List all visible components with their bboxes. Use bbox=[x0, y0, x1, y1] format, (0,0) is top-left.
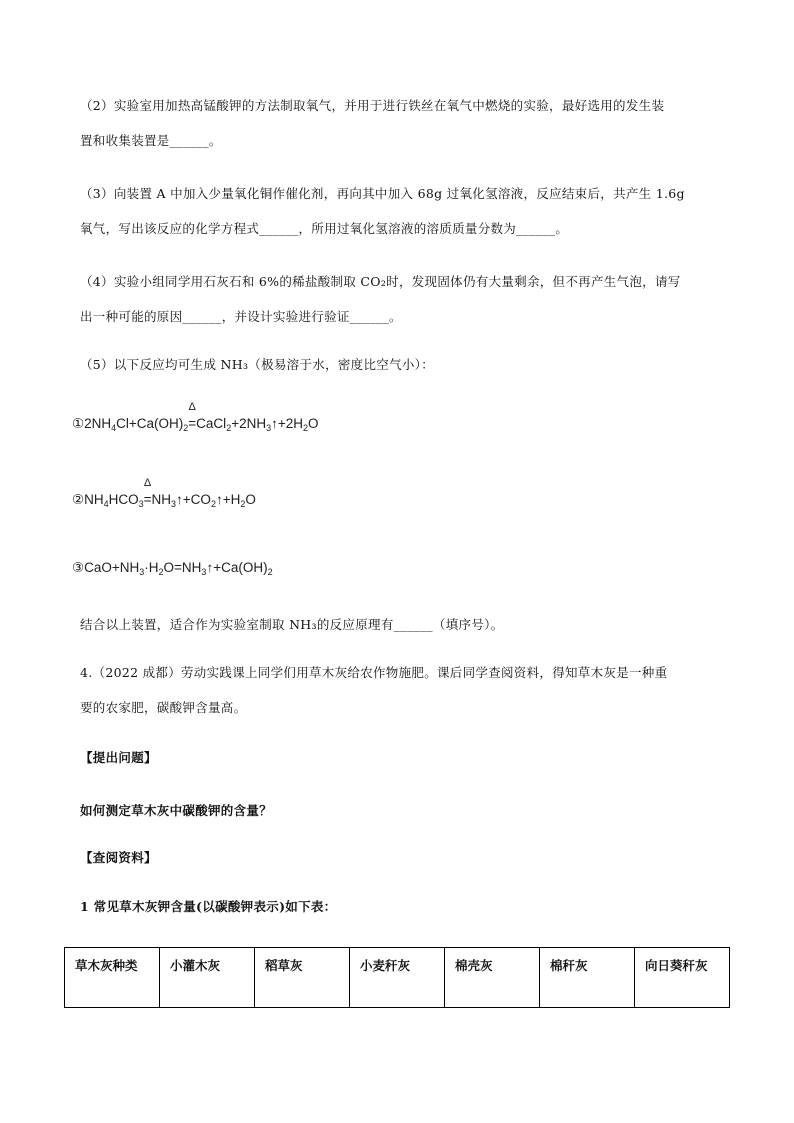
section-heading-question: 【提出问题】 bbox=[80, 750, 157, 765]
table-header-cell: 稻草灰 bbox=[255, 948, 350, 1008]
question-2-line-2: 置和收集装置是______。 bbox=[80, 133, 222, 148]
table-header-cell: 向日葵秆灰 bbox=[635, 948, 730, 1008]
question-2 bbox=[80, 94, 720, 153]
equation-3: $③CaO+NH_3\cdot H_2O=NH_3↑+Ca(OH)_2$ bbox=[72, 560, 273, 577]
question-4-line-1: （4）实验小组同学用石灰石和 6%的稀盐酸制取 CO₂时，发现固体仍有大量剩余，但不再产生气泡，请写 bbox=[80, 274, 681, 289]
equation-1: $①2NH_4Cl+Ca(OH)_2$ Δ $=CaCl_2+2NH_3↑+2H_2O$ bbox=[72, 401, 319, 433]
table-header-cell: 草木灰种类 bbox=[65, 948, 160, 1008]
question-4-line-2: 出一种可能的原因______，并设计实验进行验证______。 bbox=[80, 309, 402, 324]
question-3-line-2: 氧气，写出该反应的化学方程式______，所用过氧化氢溶液的溶质质量分数为______。 bbox=[80, 221, 569, 236]
delta-symbol: Δ bbox=[188, 401, 196, 413]
heating-condition: Δ = bbox=[143, 477, 152, 507]
question-5-conclusion: 结合以上装置，适合作为实验室制取 NH₃的反应原理有______（填序号）。 bbox=[80, 617, 504, 632]
table-header-row bbox=[65, 948, 730, 1008]
data-item-1: 1 常见草木灰钾含量(以碳酸钾表示)如下表： bbox=[80, 899, 337, 914]
question-4-main-line-1: 4.（2022 成都）劳动实践课上同学们用草木灰给农作物施肥。课后同学查阅资料，得知草木灰是一种重 bbox=[80, 665, 668, 680]
table-header-cell: 棉秆灰 bbox=[540, 948, 635, 1008]
table-header-cell: 小灌木灰 bbox=[160, 948, 255, 1008]
table-header-cell: 棉壳灰 bbox=[445, 948, 540, 1008]
heating-condition: Δ = bbox=[188, 401, 197, 431]
question-5-intro: （5）以下反应均可生成 NH₃（极易溶于水，密度比空气小）： bbox=[80, 357, 435, 372]
ash-potassium-table bbox=[64, 947, 730, 1008]
question-3 bbox=[80, 182, 720, 241]
equation-2: $②NH_4HCO_3$ Δ $=NH_3↑+CO_2↑+H_2O$ bbox=[72, 477, 256, 509]
question-4 bbox=[80, 270, 720, 329]
delta-symbol: Δ bbox=[143, 477, 152, 489]
question-3-line-1: （3）向装置 A 中加入少量氧化铜作催化剂，再向其中加入 68g 过氧化氢溶液，反应结束后，共产生 1.6g bbox=[80, 186, 685, 201]
question-4-main-line-2: 要的农家肥，碳酸钾含量高。 bbox=[80, 700, 247, 715]
question-4-main bbox=[80, 661, 720, 720]
section-heading-data: 【查阅资料】 bbox=[80, 850, 157, 865]
question-text: 如何测定草木灰中碳酸钾的含量？ bbox=[80, 803, 273, 818]
question-2-line-1: （2）实验室用加热高锰酸钾的方法制取氧气，并用于进行铁丝在氧气中燃烧的实验，最好选用的发生装 bbox=[80, 98, 665, 113]
table-header-cell: 小麦秆灰 bbox=[350, 948, 445, 1008]
